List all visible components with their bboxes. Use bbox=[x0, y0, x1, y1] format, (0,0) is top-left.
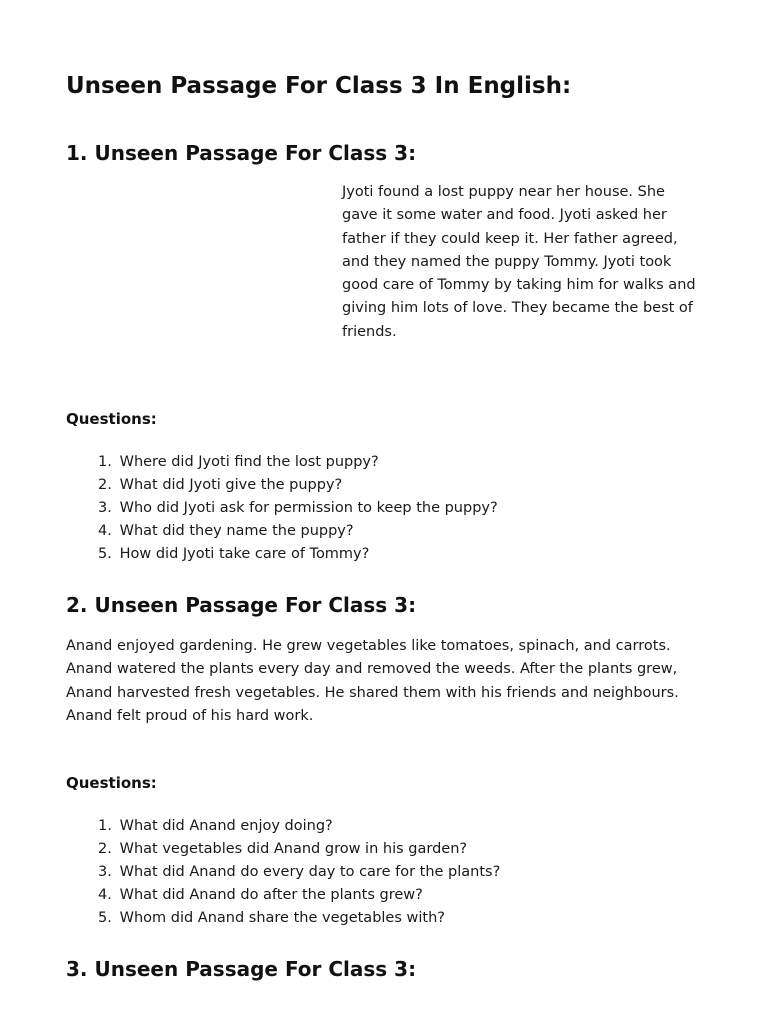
question-text: Who did Jyoti ask for permission to keep the puppy? bbox=[119, 500, 498, 516]
question-text: What did Anand do every day to care for the plants? bbox=[119, 864, 501, 880]
question-number: 4. bbox=[98, 523, 112, 539]
section-2-questions-label: Questions: bbox=[66, 774, 157, 792]
section-1-passage: Jyoti found a lost puppy near her house. She gave it some water and food. Jyoti asked her father if they could keep it. Her father agreed, and they named the puppy Tommy. Jyoti took good care of Tommy by taking him for walks and giving him lots of love. They became the best of friends. bbox=[342, 184, 696, 340]
section-1-heading: 1. Unseen Passage For Class 3: bbox=[66, 141, 417, 165]
question-text: How did Jyoti take care of Tommy? bbox=[119, 546, 370, 562]
question-text: What did Anand enjoy doing? bbox=[119, 818, 333, 834]
question-number: 3. bbox=[98, 864, 112, 880]
list-item bbox=[98, 884, 500, 907]
list-item bbox=[98, 907, 500, 930]
question-text: What vegetables did Anand grow in his garden? bbox=[119, 841, 468, 857]
question-number: 2. bbox=[98, 477, 112, 493]
list-item bbox=[98, 497, 498, 520]
section-1-questions-label: Questions: bbox=[66, 410, 157, 428]
question-number: 2. bbox=[98, 841, 112, 857]
list-item bbox=[98, 543, 498, 566]
list-item bbox=[98, 815, 500, 838]
section-3-heading: 3. Unseen Passage For Class 3: bbox=[66, 957, 417, 981]
section-2-questions-list bbox=[98, 815, 500, 930]
question-number: 3. bbox=[98, 500, 112, 516]
section-2-passage: Anand enjoyed gardening. He grew vegetables like tomatoes, spinach, and carrots. Anand watered the plants every day and removed the weeds. After the plants grew, Anand harvested fresh vegetables. He shared them with his friends and neighbours. Anand felt proud of his hard work. bbox=[66, 638, 679, 724]
question-number: 5. bbox=[98, 546, 112, 562]
section-2-heading: 2. Unseen Passage For Class 3: bbox=[66, 593, 417, 617]
question-number: 5. bbox=[98, 910, 112, 926]
list-item bbox=[98, 838, 500, 861]
list-item bbox=[98, 451, 498, 474]
question-number: 1. bbox=[98, 454, 112, 470]
question-text: What did Jyoti give the puppy? bbox=[119, 477, 343, 493]
list-item bbox=[98, 520, 498, 543]
list-item bbox=[98, 474, 498, 497]
question-number: 4. bbox=[98, 887, 112, 903]
question-text: What did Anand do after the plants grew? bbox=[119, 887, 423, 903]
question-number: 1. bbox=[98, 818, 112, 834]
question-text: Where did Jyoti find the lost puppy? bbox=[119, 454, 379, 470]
list-item bbox=[98, 861, 500, 884]
question-text: Whom did Anand share the vegetables with? bbox=[119, 910, 445, 926]
page-title: Unseen Passage For Class 3 In English: bbox=[66, 73, 572, 99]
question-text: What did they name the puppy? bbox=[119, 523, 354, 539]
section-1-questions-list bbox=[98, 451, 498, 566]
